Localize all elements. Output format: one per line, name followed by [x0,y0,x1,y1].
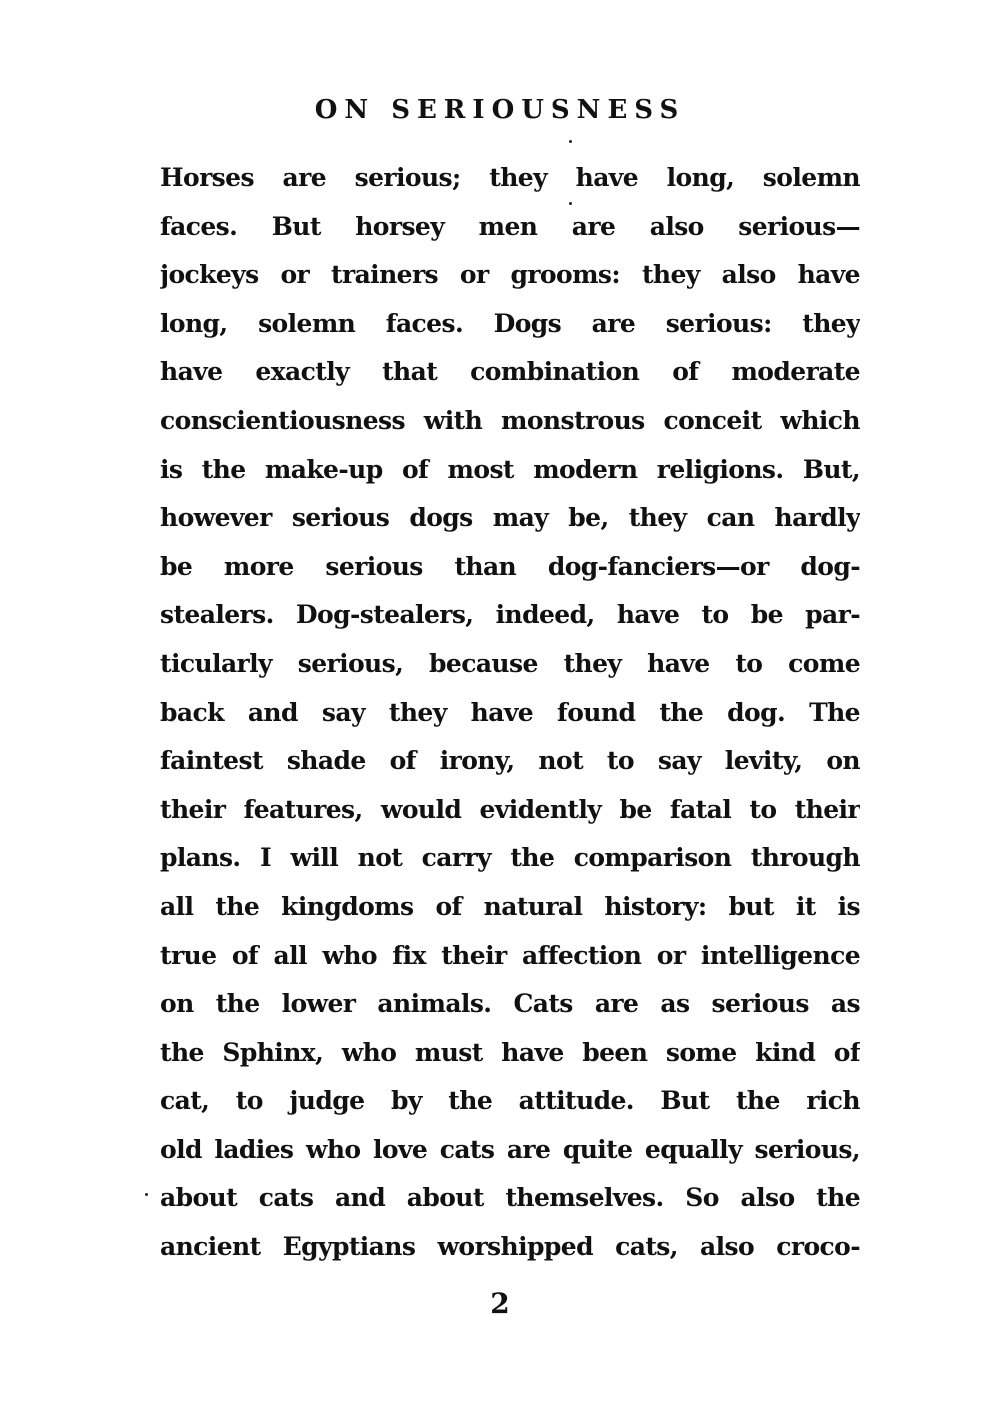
text-line: about cats and about themselves. So also the [160,1183,860,1213]
text-line: ticularly serious, because they have to come [160,648,860,678]
text-line: stealers. Dog-stealers, indeed, have to be par- [160,600,860,630]
text-line: have exactly that combination of moderate [160,357,860,387]
text-line: be more serious than dog-fanciers—or dog- [160,551,860,581]
text-line: all the kingdoms of natural history: but it is [160,891,860,921]
text-line: is the make-up of most modern religions. But, [160,454,860,484]
text-line: true of all who fix their affection or intelligence [160,940,860,970]
running-head: ON SERIOUSNESS [314,95,686,125]
text-line: plans. I will not carry the comparison through [160,843,860,873]
text-line: Horses are serious; they have long, solemn [160,163,860,192]
text-line: however serious dogs may be, they can hardly [160,503,860,533]
text-line: conscientiousness with monstrous conceit which [160,405,860,435]
text-line: their features, would evidently be fatal to their [160,794,860,824]
page-number: 2 [490,1287,510,1320]
text-line: cat, to judge by the attitude. But the rich [160,1086,860,1116]
body-text [160,154,860,1272]
print-speck [145,1193,148,1196]
text-line: the Sphinx, who must have been some kind of [160,1037,860,1067]
text-line: on the lower animals. Cats are as serious as [160,989,860,1019]
text-line: faces. But horsey men are also serious— [160,211,860,241]
text-line: ancient Egyptians worshipped cats, also croco- [160,1232,860,1262]
text-line: back and say they have found the dog. The [160,697,860,727]
text-line: old ladies who love cats are quite equally serious, [160,1134,860,1164]
print-speck [569,140,572,143]
text-line: jockeys or trainers or grooms: they also have [160,260,860,290]
text-line: long, solemn faces. Dogs are serious: they [160,308,860,338]
text-line: faintest shade of irony, not to say levity, on [160,746,860,776]
